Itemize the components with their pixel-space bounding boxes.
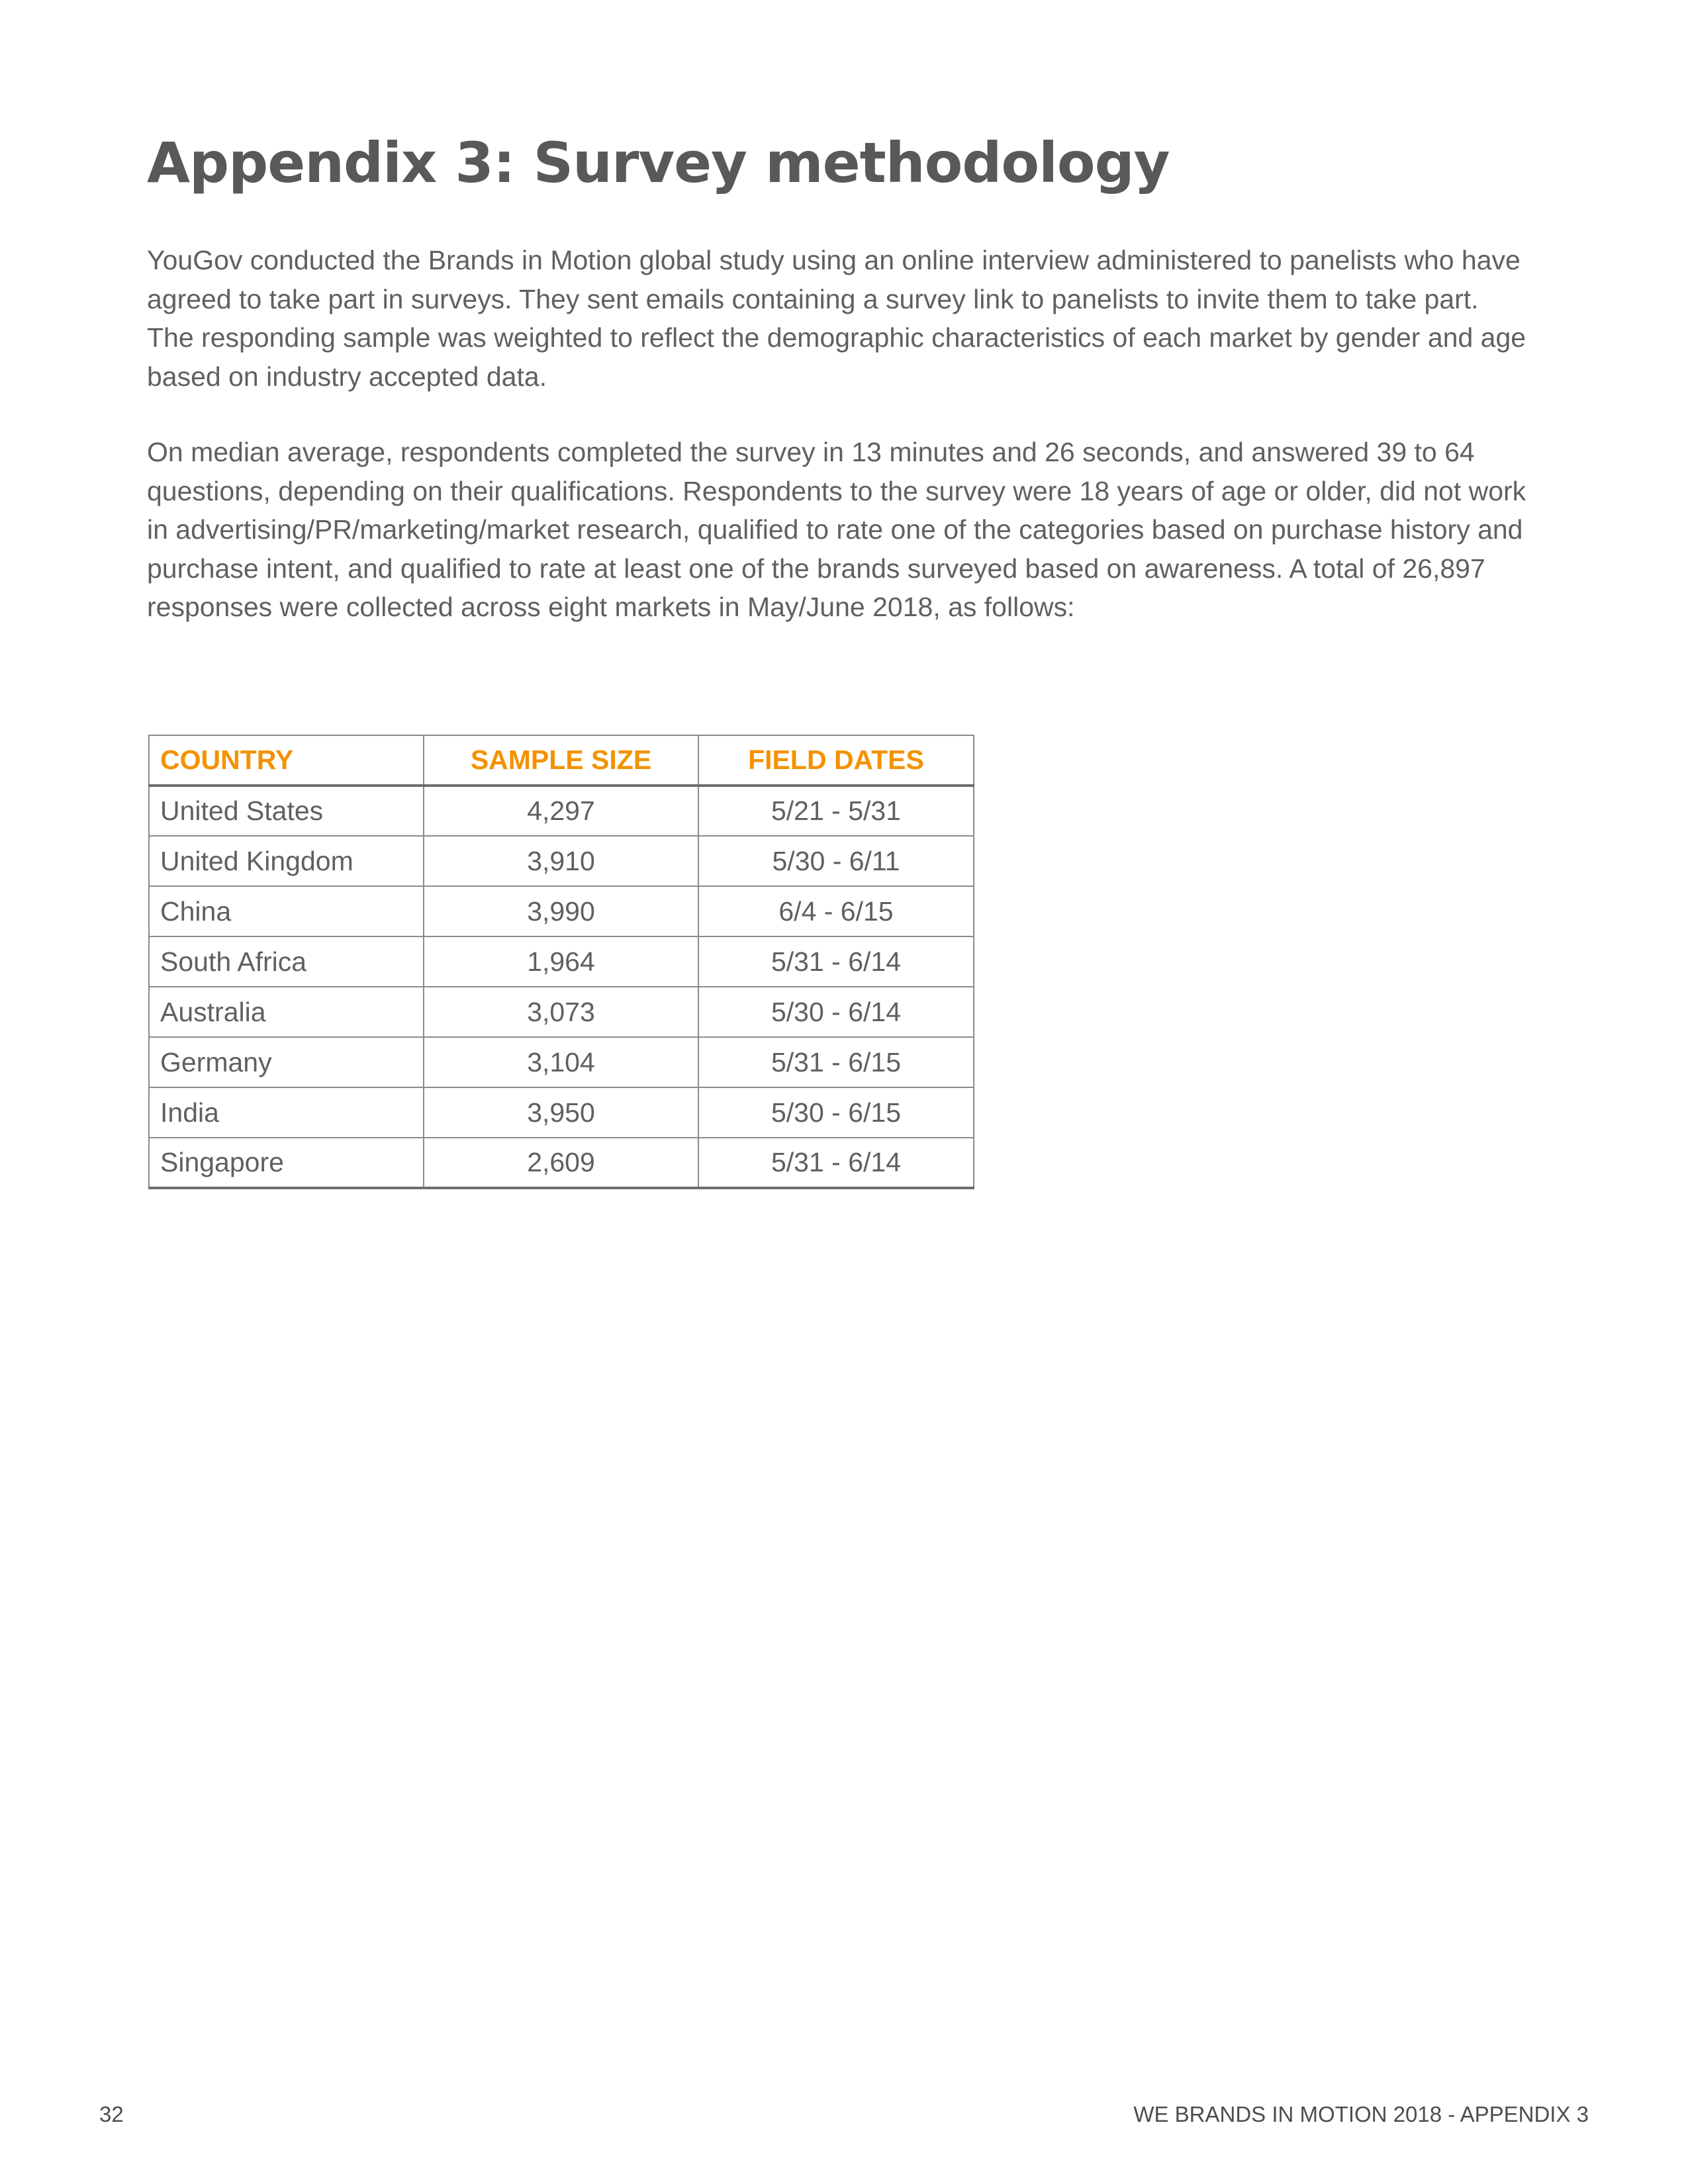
country-cell: Australia (149, 987, 424, 1037)
field-dates-cell: 5/30 - 6/15 (698, 1087, 974, 1138)
sample-size-cell: 2,609 (424, 1138, 698, 1188)
country-cell: India (149, 1087, 424, 1138)
country-cell: Germany (149, 1037, 424, 1087)
field-dates-cell: 5/31 - 6/15 (698, 1037, 974, 1087)
methodology-paragraph: On median average, respondents completed the survey in 13 minutes and 26 seconds, and answered 39 to 64 questions, depending on their qualifications. Respondents to the survey were 18 years of age or older, did not work in advertising/PR/marketing/market research, qualified to rate one of the categories based on purchase history and purchase intent, and qualified to rate at least one of the brands surveyed based on awareness. A total of 26,897 responses were collected across eight markets in May/June 2018, as follows: (147, 437, 1526, 622)
table-row (149, 1037, 974, 1087)
sample-size-cell: 3,910 (424, 836, 698, 886)
table-row (149, 886, 974, 936)
table-header-row (149, 735, 974, 786)
footer-running-title: WE BRANDS IN MOTION 2018 - APPENDIX 3 (1133, 2102, 1589, 2126)
country-cell: United Kingdom (149, 836, 424, 886)
sample-size-cell: 1,964 (424, 936, 698, 987)
table-row (149, 786, 974, 836)
field-dates-cell: 5/31 - 6/14 (698, 936, 974, 987)
sample-size-cell: 3,073 (424, 987, 698, 1037)
header-field-dates: FIELD DATES (698, 735, 974, 786)
field-dates-cell: 5/31 - 6/14 (698, 1138, 974, 1188)
field-dates-cell: 5/21 - 5/31 (698, 786, 974, 836)
sample-size-cell: 4,297 (424, 786, 698, 836)
survey-sample-table (148, 735, 974, 1189)
table-row (149, 836, 974, 886)
country-cell: China (149, 886, 424, 936)
country-cell: South Africa (149, 936, 424, 987)
page-number: 32 (99, 2102, 124, 2126)
country-cell: United States (149, 786, 424, 836)
page-title: Appendix 3: Survey methodology (147, 130, 1170, 195)
table-row (149, 1087, 974, 1138)
sample-size-cell: 3,990 (424, 886, 698, 936)
field-dates-cell: 6/4 - 6/15 (698, 886, 974, 936)
field-dates-cell: 5/30 - 6/11 (698, 836, 974, 886)
table-row (149, 1138, 974, 1188)
header-country: COUNTRY (149, 735, 424, 786)
table-row (149, 936, 974, 987)
field-dates-cell: 5/30 - 6/14 (698, 987, 974, 1037)
header-sample-size: SAMPLE SIZE (424, 735, 698, 786)
country-cell: Singapore (149, 1138, 424, 1188)
intro-paragraph: YouGov conducted the Brands in Motion global study using an online interview administered to panelists who have agreed to take part in surveys. They sent emails containing a survey link to panelists to invite them to take part. The responding sample was weighted to reflect the demographic characteristics of each market by gender and age based on industry accepted data. (147, 245, 1526, 392)
table-row (149, 987, 974, 1037)
sample-size-cell: 3,104 (424, 1037, 698, 1087)
sample-size-cell: 3,950 (424, 1087, 698, 1138)
